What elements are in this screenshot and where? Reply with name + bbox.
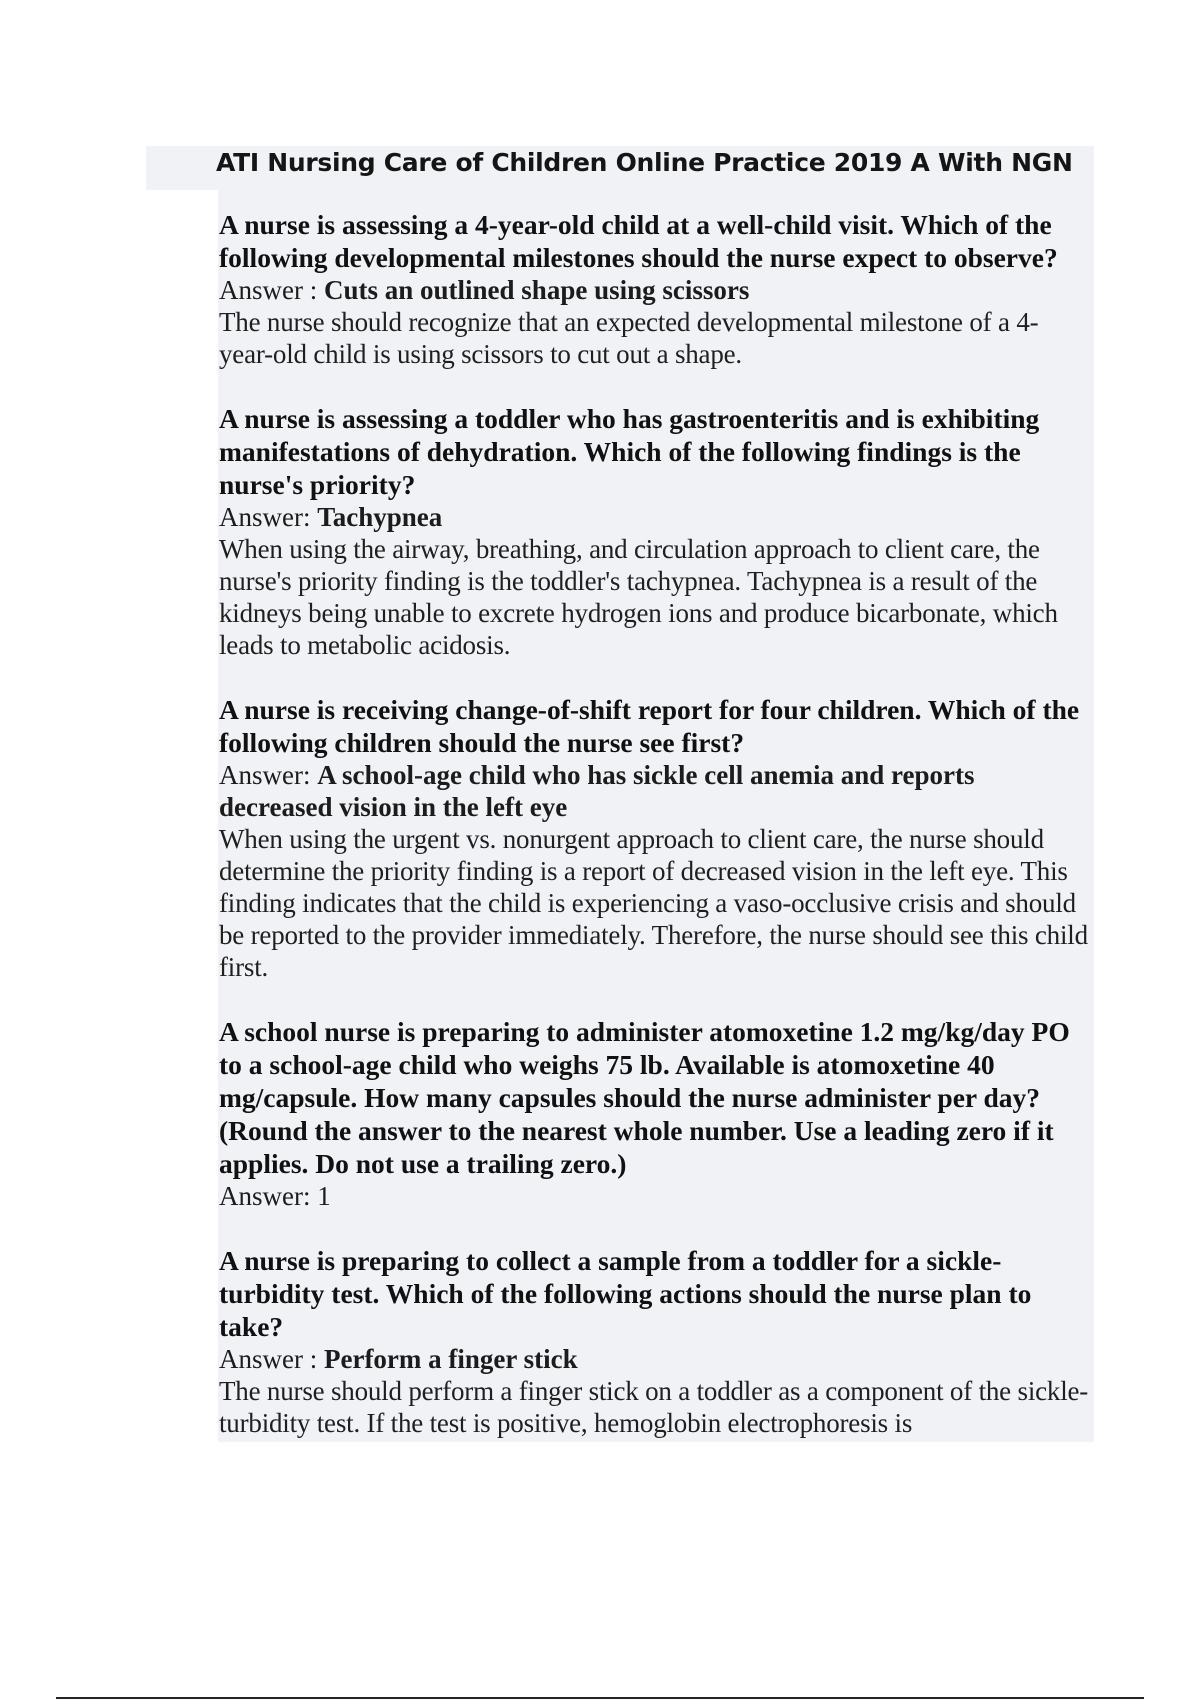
question-text: A nurse is preparing to collect a sample from a toddler for a sickle-turbidity test. Which of the following actions should the nurse plan to take?	[219, 1245, 1032, 1342]
answer-label: Answer:	[219, 502, 318, 532]
answer-line	[219, 274, 1091, 306]
answer-label: Answer:	[219, 1181, 318, 1211]
question-item-5	[219, 1244, 1091, 1439]
question-text: A nurse is assessing a 4-year-old child at a well-child visit. Which of the following developmental milestones should the nurse expect to observe?	[219, 209, 1058, 273]
answer-value: Cuts an outlined shape using scissors	[323, 275, 750, 305]
document-title: ATI Nursing Care of Children Online Practice 2019 A With NGN	[216, 148, 1073, 177]
rationale-text: When using the airway, breathing, and circulation approach to client care, the nurse's priority finding is the toddler's tachypnea. Tachypnea is a result of the kidneys being unable to excrete hydrogen ions and produce bicarbonate, which leads to metabolic acidosis.	[219, 534, 1058, 660]
question-item-2	[219, 402, 1091, 661]
answer-line	[219, 759, 1091, 823]
question-item-1	[219, 208, 1091, 370]
question-text: A nurse is assessing a toddler who has gastroenteritis and is exhibiting manifestations of dehydration. Which of the following findings is the nurse's priority?	[219, 403, 1040, 500]
question-item-3	[219, 693, 1091, 983]
question-text: A school nurse is preparing to administer atomoxetine 1.2 mg/kg/day PO to a school-age child who weighs 75 lb. Available is atomoxetine 40 mg/capsule. How many capsules should the nurse administer per day? (Round the answer to the nearest whole number. Use a leading zero if it applies. Do not use a trailing zero.)	[219, 1016, 1070, 1179]
question-item-4	[219, 1015, 1091, 1212]
rationale-text: The nurse should recognize that an expected developmental milestone of a 4-year-old child is using scissors to cut out a shape.	[219, 307, 1039, 369]
answer-value: 1	[317, 1181, 331, 1211]
answer-label: Answer :	[219, 1344, 324, 1374]
answer-line	[219, 1343, 1091, 1375]
answer-line	[219, 1180, 1091, 1212]
footer-divider	[56, 1697, 1144, 1699]
question-text: A nurse is receiving change-of-shift report for four children. Which of the following children should the nurse see first?	[219, 694, 1080, 758]
answer-line	[219, 501, 1091, 533]
panel-margin	[146, 190, 218, 1442]
answer-label: Answer:	[219, 760, 318, 790]
rationale-text: The nurse should perform a finger stick on a toddler as a component of the sickle-turbidity test. If the test is positive, hemoglobin electrophoresis is	[219, 1376, 1089, 1438]
answer-value: A school-age child who has sickle cell anemia and reports decreased vision in the left eye	[219, 760, 975, 822]
answer-value: Perform a finger stick	[323, 1344, 578, 1374]
question-list	[219, 208, 1091, 1439]
answer-value: Tachypnea	[317, 502, 443, 532]
rationale-text: When using the urgent vs. nonurgent approach to client care, the nurse should determine the priority finding is a report of decreased vision in the left eye. This finding indicates that the child is experiencing a vaso-occlusive crisis and should be reported to the provider immediately. Therefore, the nurse should see this child first.	[219, 824, 1088, 982]
answer-label: Answer :	[219, 275, 324, 305]
